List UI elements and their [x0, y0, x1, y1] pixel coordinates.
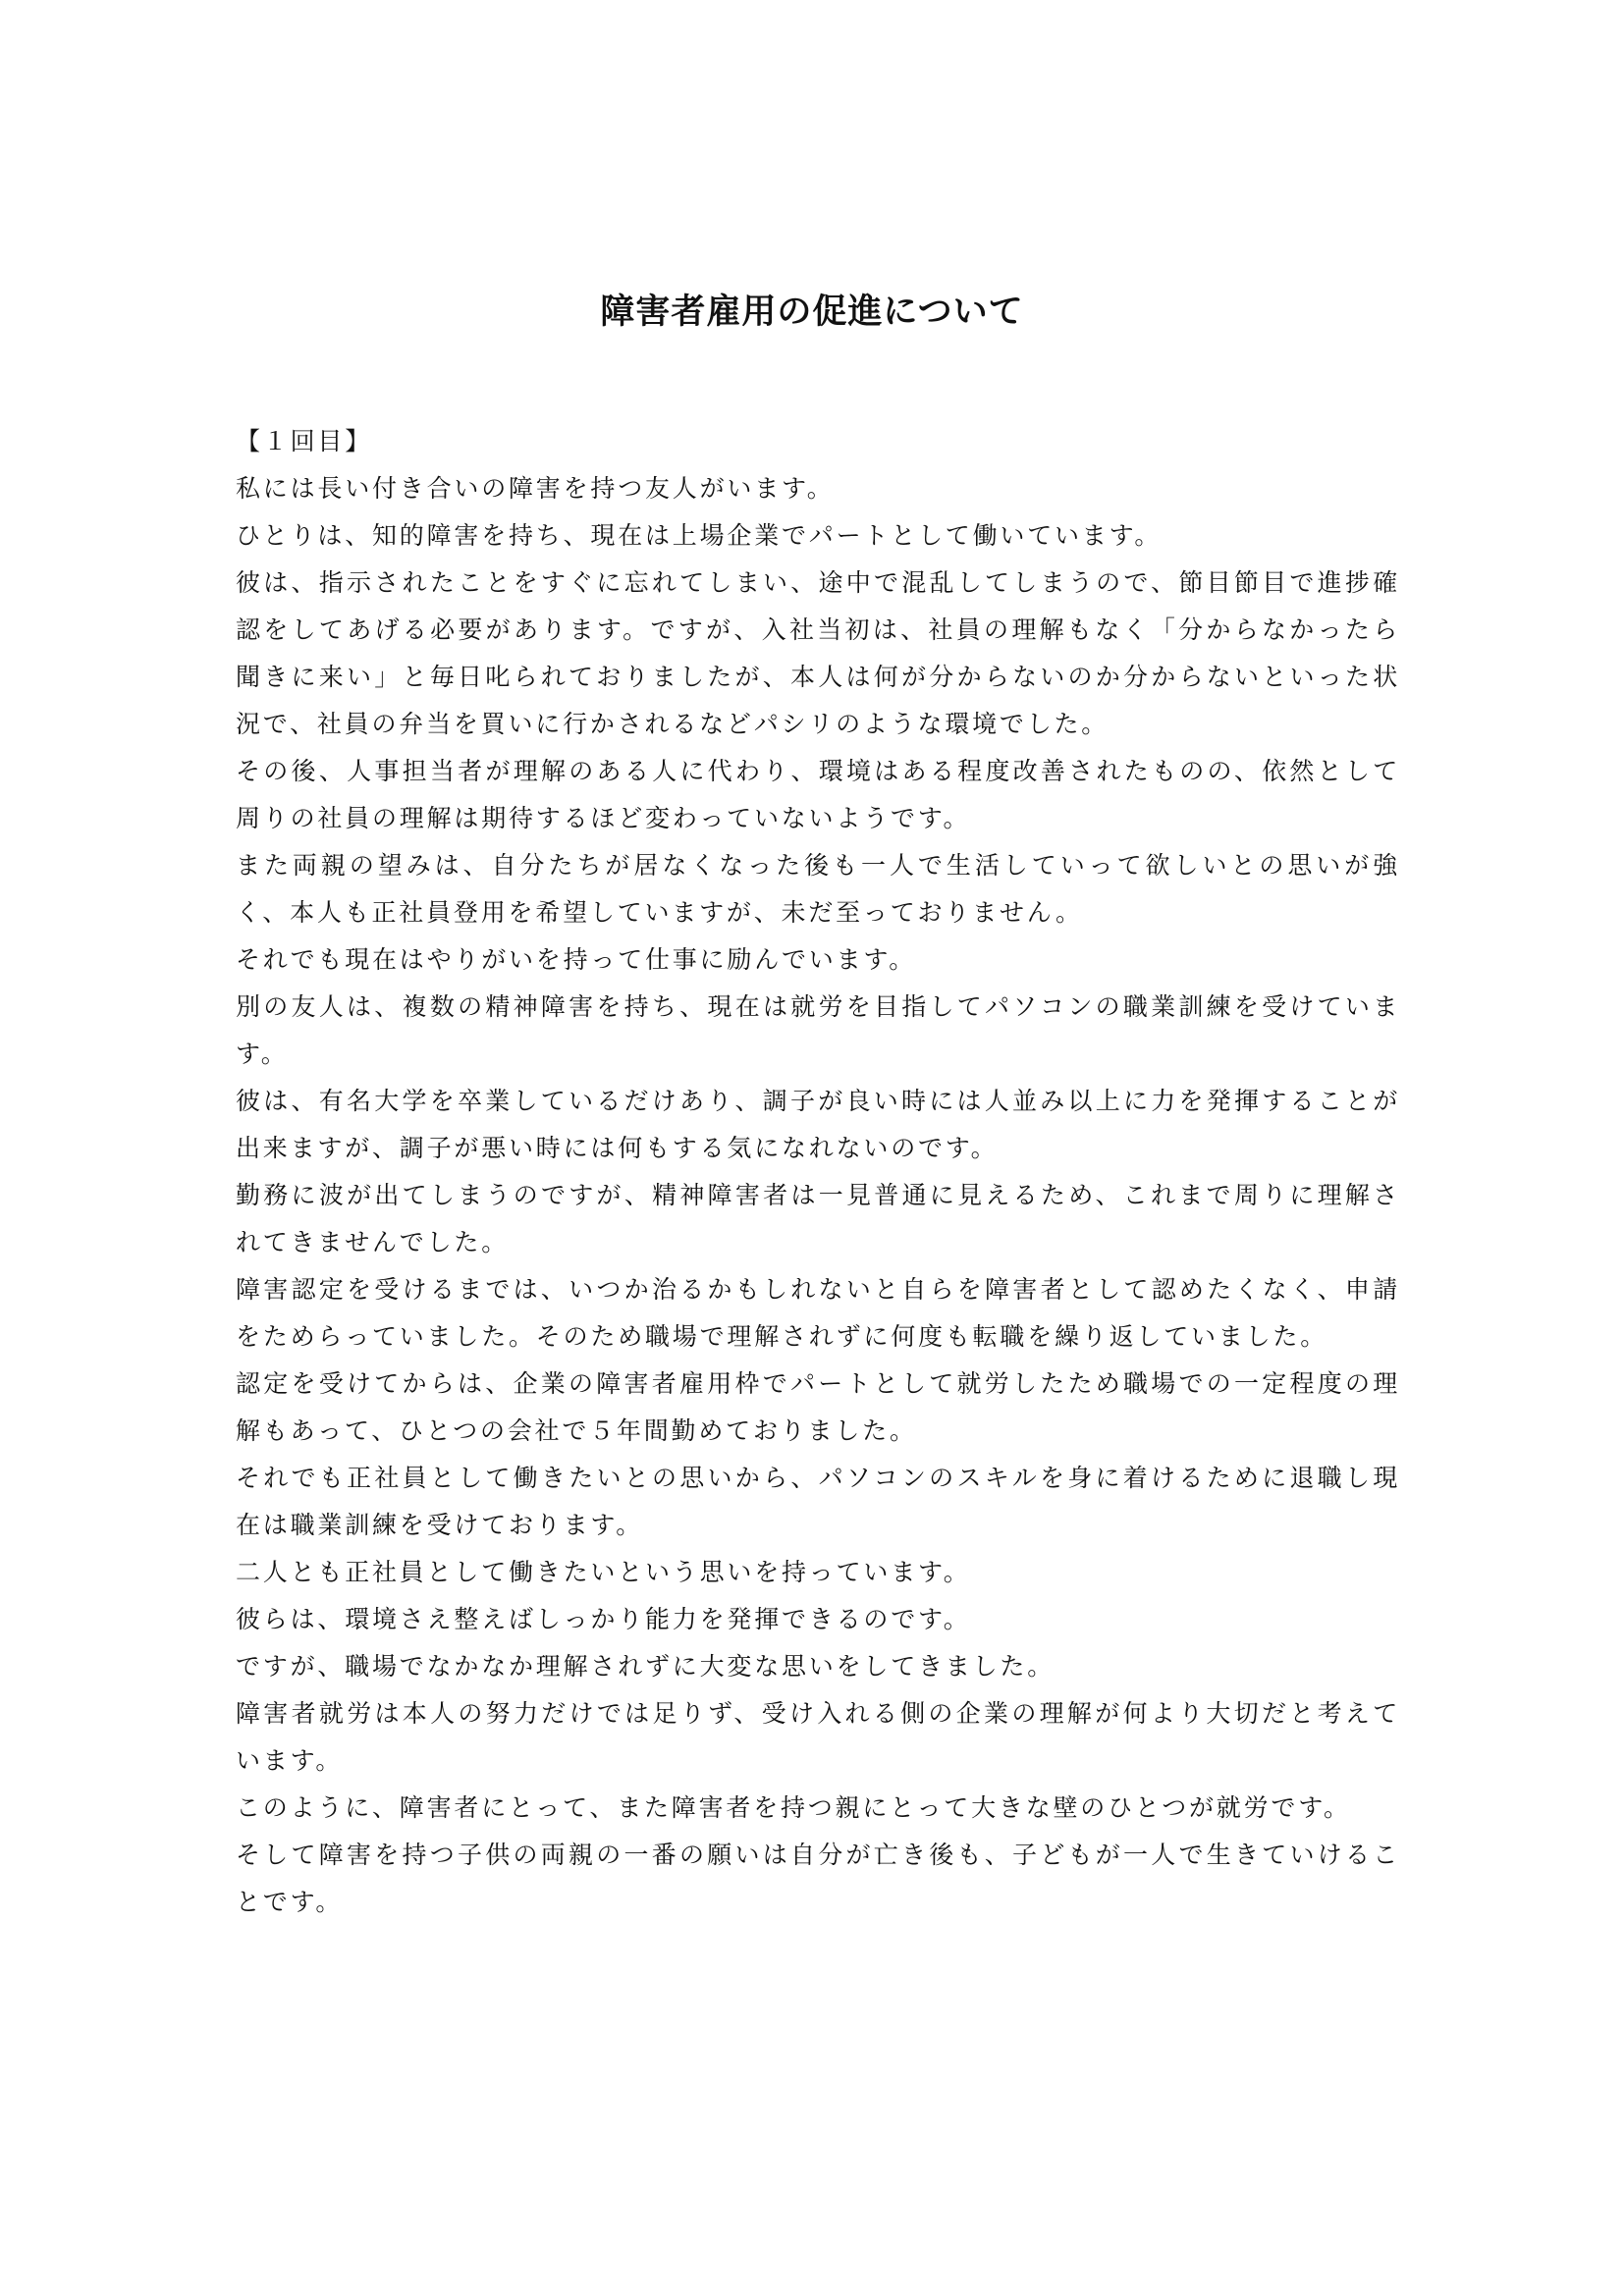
- paragraph: また両親の望みは、自分たちが居なくなった後も一人で生活していって欲しいとの思いが強く、本人も正社員登用を希望していますが、未だ至っておりません。: [236, 851, 1400, 927]
- paragraph: 彼は、有名大学を卒業しているだけあり、調子が良い時には人並み以上に力を発揮することが出来ますが、調子が悪い時には何もする気になれないのです。: [236, 1087, 1400, 1162]
- document-title: 障害者雇用の促進について: [600, 293, 1024, 332]
- paragraph: 二人とも正社員として働きたいという思いを持っています。: [236, 1558, 971, 1586]
- paragraph: 障害者就労は本人の努力だけでは足りず、受け入れる側の企業の理解が何より大切だと考えています。: [236, 1699, 1400, 1775]
- paragraph: このように、障害者にとって、また障害者を持つ親にとって大きな壁のひとつが就労です。: [236, 1793, 1351, 1822]
- section-heading: 【１回目】: [236, 427, 373, 455]
- paragraph: 別の友人は、複数の精神障害を持ち、現在は就労を目指してパソコンの職業訓練を受けています。: [236, 992, 1400, 1068]
- paragraph: 勤務に波が出てしまうのですが、精神障害者は一見普通に見えるため、これまで周りに理解されてきませんでした。: [236, 1181, 1400, 1256]
- paragraph: それでも正社員として働きたいとの思いから、パソコンのスキルを身に着けるために退職し現在は職業訓練を受けております。: [236, 1464, 1400, 1539]
- paragraph: その後、人事担当者が理解のある人に代わり、環境はある程度改善されたものの、依然として周りの社員の理解は期待するほど変わっていないようです。: [236, 757, 1400, 832]
- paragraph: ですが、職場でなかなか理解されずに大変な思いをしてきました。: [236, 1652, 1056, 1681]
- paragraph: 私には長い付き合いの障害を持つ友人がいます。: [236, 474, 835, 503]
- paragraph: ひとりは、知的障害を持ち、現在は上場企業でパートとして働いています。: [236, 521, 1163, 550]
- paragraph: 彼は、指示されたことをすぐに忘れてしまい、途中で混乱してしまうので、節目節目で進捗確認をしてあげる必要があります。ですが、入社当初は、社員の理解もなく「分からなかったら聞きに来い」と毎日叱られておりましたが、本人は何が分からないのか分からないといった状況で、社員の弁当を買いに行かされるなどパシリのような環境でした。: [236, 568, 1400, 738]
- document-body: [236, 418, 1400, 1926]
- paragraph: そして障害を持つ子供の両親の一番の願いは自分が亡き後も、子どもが一人で生きていけることです。: [236, 1841, 1400, 1916]
- paragraph: 障害認定を受けるまでは、いつか治るかもしれないと自らを障害者として認めたくなく、申請をためらっていました。そのため職場で理解されずに何度も転職を繰り返していました。: [236, 1275, 1400, 1351]
- paragraph: 彼らは、環境さえ整えばしっかり能力を発揮できるのです。: [236, 1605, 971, 1633]
- paragraph: それでも現在はやりがいを持って仕事に励んでいます。: [236, 945, 917, 974]
- paragraph: 認定を受けてからは、企業の障害者雇用枠でパートとして就労したため職場での一定程度の理解もあって、ひとつの会社で５年間勤めておりました。: [236, 1369, 1400, 1445]
